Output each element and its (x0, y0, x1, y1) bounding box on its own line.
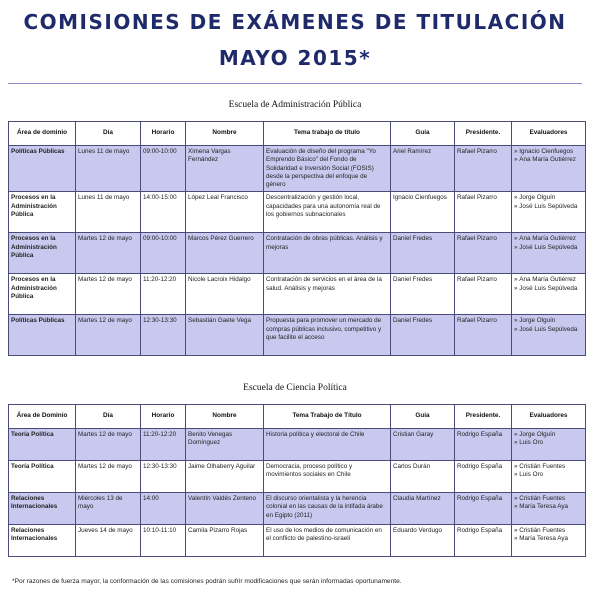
cell-evaluadores (512, 525, 586, 557)
column-header: Horario (141, 122, 186, 146)
column-header: Tema trabajo de título (264, 122, 391, 146)
column-header: Área de Dominio (9, 405, 76, 429)
column-header: Guía (391, 405, 455, 429)
title-divider (8, 83, 582, 84)
cell-presidente: Rafael Pizarro (455, 233, 512, 274)
cell-area: Relaciones Internacionales (9, 493, 76, 525)
cell-dia: Martes 12 de mayo (76, 274, 141, 315)
cell-guia: Carlos Durán (391, 461, 455, 493)
cell-presidente: Rafael Pizarro (455, 274, 512, 315)
evaluator-item: » Ana María Gutiérrez (514, 156, 583, 164)
column-header: Guía (391, 122, 455, 146)
cell-guia: Daniel Fredes (391, 274, 455, 315)
table-row (9, 315, 586, 356)
evaluator-item: » Ignacio Cienfuegos (514, 148, 583, 156)
evaluator-item: » Luis Oro (514, 439, 583, 447)
cell-dia: Martes 12 de mayo (76, 233, 141, 274)
cell-evaluadores (512, 493, 586, 525)
cell-tema: Democracia, proceso político y movimientos sociales en Chile (264, 461, 391, 493)
cell-nombre: Camila Pizarro Rojas (186, 525, 264, 557)
column-header: Evaluadores (512, 122, 586, 146)
cell-presidente: Rafael Pizarro (455, 146, 512, 192)
column-header: Tema Trabajo de Título (264, 405, 391, 429)
table-row (9, 525, 586, 557)
cell-dia: Lunes 11 de mayo (76, 192, 141, 233)
table-header-row (9, 405, 586, 429)
cell-dia: Martes 12 de mayo (76, 461, 141, 493)
cell-tema: El discurso orientalista y la herencia colonial en las causas de la intifada árabe en Egipto (2011) (264, 493, 391, 525)
table-row (9, 192, 586, 233)
cell-guia: Claudia Martínez (391, 493, 455, 525)
cell-presidente: Rodrigo España (455, 493, 512, 525)
cell-evaluadores (512, 192, 586, 233)
table-row (9, 146, 586, 192)
cell-nombre: Sebastián Gaete Vega (186, 315, 264, 356)
evaluator-item: » Jorge Olguín (514, 431, 583, 439)
cell-tema: Evaluación de diseño del programa "Yo Emprendo Básico" del Fondo de Solidaridad e Inversión Social (FOSIS) desde la perspectiva del enfoque de género (264, 146, 391, 192)
table-row (9, 493, 586, 525)
cell-horario: 12:30-13:30 (141, 461, 186, 493)
table-row (9, 461, 586, 493)
cell-nombre: Valentín Valdés Zenteno (186, 493, 264, 525)
cell-tema: Contratación de servicios en el área de la salud. Análisis y mejoras (264, 274, 391, 315)
column-header: Nombre (186, 122, 264, 146)
cell-nombre: Ximena Vargas Fernández (186, 146, 264, 192)
evaluator-item: » Cristián Fuentes (514, 463, 583, 471)
cell-dia: Jueves 14 de mayo (76, 525, 141, 557)
cell-nombre: López Leal Francisco (186, 192, 264, 233)
cell-horario: 12:30-13:30 (141, 315, 186, 356)
cell-area: Teoría Política (9, 461, 76, 493)
cell-tema: El uso de los medios de comunicación en el conflicto de palestino-israelí (264, 525, 391, 557)
cell-tema: Contratación de obras públicas. Análisis y mejoras (264, 233, 391, 274)
column-header: Horario (141, 405, 186, 429)
cell-horario: 11:20-12:20 (141, 274, 186, 315)
cell-dia: Lunes 11 de mayo (76, 146, 141, 192)
cell-horario: 11:20-12:20 (141, 429, 186, 461)
table-row (9, 429, 586, 461)
schedule-table-politica (8, 404, 586, 557)
evaluator-item: » María Teresa Aya (514, 503, 583, 511)
cell-guia: Daniel Fredes (391, 233, 455, 274)
school-heading-admin: Escuela de Administración Pública (228, 100, 362, 110)
cell-horario: 10:10-11:10 (141, 525, 186, 557)
cell-tema: Descentralización y gestión local, capacidades para una autonomía real de los gobiernos subnacionales (264, 192, 391, 233)
cell-horario: 09:00-10:00 (141, 146, 186, 192)
column-header: Presidente. (455, 122, 512, 146)
cell-guia: Ariel Ramírez (391, 146, 455, 192)
cell-presidente: Rodrigo España (455, 429, 512, 461)
evaluator-item: » José Luis Sepúlveda (514, 203, 583, 211)
cell-guia: Cristian Garay (391, 429, 455, 461)
evaluator-item: » Cristián Fuentes (514, 527, 583, 535)
column-header: Día (76, 122, 141, 146)
cell-guia: Daniel Fredes (391, 315, 455, 356)
cell-nombre: Benito Venegas Domínguez (186, 429, 264, 461)
cell-area: Relaciones Internacionales (9, 525, 76, 557)
cell-dia: Miércoles 13 de mayo (76, 493, 141, 525)
cell-area: Teoría Política (9, 429, 76, 461)
cell-tema: Propuesta para promover un mercado de compras públicas inclusivo, competitivo y que facilite el acceso (264, 315, 391, 356)
cell-presidente: Rafael Pizarro (455, 315, 512, 356)
cell-nombre: Jaime Olhaberry Aguilar (186, 461, 264, 493)
cell-presidente: Rodrigo España (455, 525, 512, 557)
cell-dia: Martes 12 de mayo (76, 315, 141, 356)
cell-horario: 14:00-15:00 (141, 192, 186, 233)
evaluator-item: » Jorge Olguín (514, 317, 583, 325)
cell-nombre: Marcos Pérez Guerrero (186, 233, 264, 274)
cell-evaluadores (512, 429, 586, 461)
cell-nombre: Nicole Lacroix Hidalgo (186, 274, 264, 315)
evaluator-item: » José Luis Sepúlveda (514, 285, 583, 293)
cell-guia: Ignacio Cienfuegos (391, 192, 455, 233)
schedule-table-admin (8, 121, 586, 356)
table-row (9, 233, 586, 274)
cell-guia: Eduardo Verdugo (391, 525, 455, 557)
column-header: Evaluadores (512, 405, 586, 429)
school-heading-politica: Escuela de Ciencia Política (243, 383, 347, 393)
cell-horario: 09:00-10:00 (141, 233, 186, 274)
cell-evaluadores (512, 274, 586, 315)
evaluator-item: » Ana María Gutiérrez (514, 276, 583, 284)
footnote: *Por razones de fuerza mayor, la conformación de las comisiones podrán sufrir modificaciones que serán informadas oportunamente. (12, 578, 402, 585)
column-header: Nombre (186, 405, 264, 429)
cell-area: Políticas Públicas (9, 146, 76, 192)
cell-area: Procesos en la Administración Pública (9, 233, 76, 274)
cell-presidente: Rafael Pizarro (455, 192, 512, 233)
column-header: Área de dominio (9, 122, 76, 146)
cell-dia: Martes 12 de mayo (76, 429, 141, 461)
cell-evaluadores (512, 146, 586, 192)
cell-evaluadores (512, 315, 586, 356)
evaluator-item: » José Luis Sepúlveda (514, 244, 583, 252)
page-subtitle: MAYO 2015* (218, 46, 372, 70)
evaluator-item: » Luis Oro (514, 471, 583, 479)
cell-area: Políticas Públicas (9, 315, 76, 356)
evaluator-item: » Cristián Fuentes (514, 495, 583, 503)
cell-area: Procesos en la Administración Pública (9, 192, 76, 233)
evaluator-item: » Ana María Gutiérrez (514, 235, 583, 243)
cell-evaluadores (512, 233, 586, 274)
cell-area: Procesos en la Administración Pública (9, 274, 76, 315)
column-header: Día (76, 405, 141, 429)
cell-evaluadores (512, 461, 586, 493)
table-header-row (9, 122, 586, 146)
page-title: COMISIONES DE EXÁMENES DE TITULACIÓN (23, 10, 567, 34)
cell-tema: Historia política y electoral de Chile (264, 429, 391, 461)
column-header: Presidente. (455, 405, 512, 429)
table-row (9, 274, 586, 315)
evaluator-item: » María Teresa Aya (514, 535, 583, 543)
evaluator-item: » José Luis Sepúlveda (514, 326, 583, 334)
cell-horario: 14:00 (141, 493, 186, 525)
evaluator-item: » Jorge Olguín (514, 194, 583, 202)
cell-presidente: Rodrigo España (455, 461, 512, 493)
